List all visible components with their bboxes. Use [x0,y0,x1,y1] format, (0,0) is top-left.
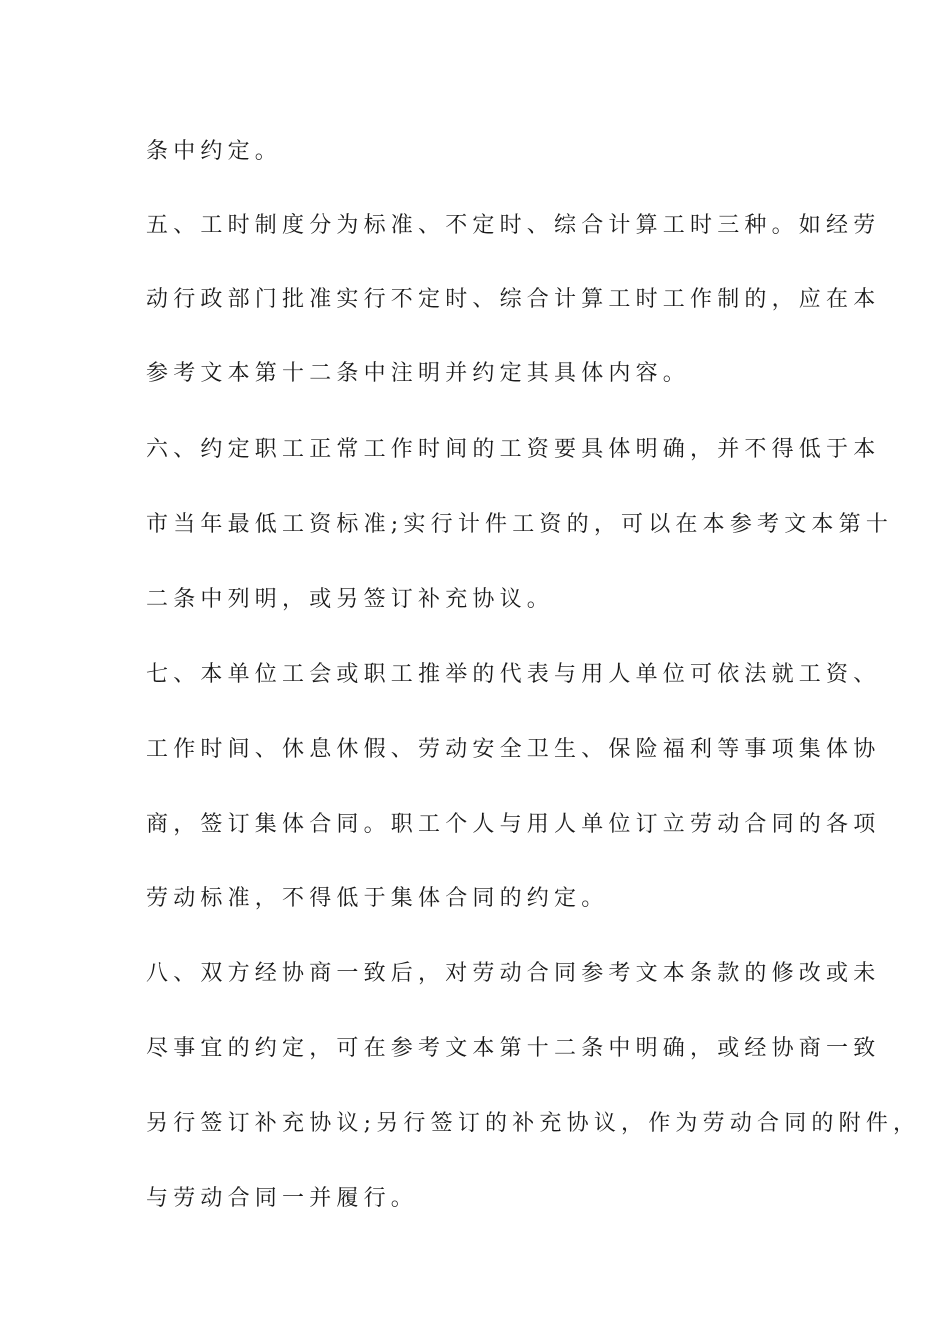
text-line-5: 六、约定职工正常工作时间的工资要具体明确，并不得低于本 [146,437,881,462]
text-line-11: 劳动标准，不得低于集体合同的约定。 [146,886,609,911]
text-line-15: 与劳动合同一并履行。 [146,1186,419,1211]
text-line-12: 八、双方经协商一致后，对劳动合同参考文本条款的修改或未 [146,961,881,986]
text-line-7: 二条中列明，或另签订补充协议。 [146,587,555,612]
text-line-10: 商，签订集体合同。职工个人与用人单位订立劳动合同的各项 [146,812,881,837]
text-line-1: 条中约定。 [146,139,283,164]
text-line-2: 五、工时制度分为标准、不定时、综合计算工时三种。如经劳 [146,213,881,238]
text-line-3: 动行政部门批准实行不定时、综合计算工时工作制的，应在本 [146,287,881,312]
text-line-6: 市当年最低工资标准;实行计件工资的，可以在本参考文本第十 [146,512,894,537]
text-line-14: 另行签订补充协议;另行签订的补充协议，作为劳动合同的附件， [146,1111,921,1136]
text-line-9: 工作时间、休息休假、劳动安全卫生、保险福利等事项集体协 [146,737,881,762]
text-line-13: 尽事宜的约定，可在参考文本第十二条中明确，或经协商一致 [146,1036,881,1061]
text-line-8: 七、本单位工会或职工推举的代表与用人单位可依法就工资、 [146,662,881,687]
text-line-4: 参考文本第十二条中注明并约定其具体内容。 [146,361,691,386]
